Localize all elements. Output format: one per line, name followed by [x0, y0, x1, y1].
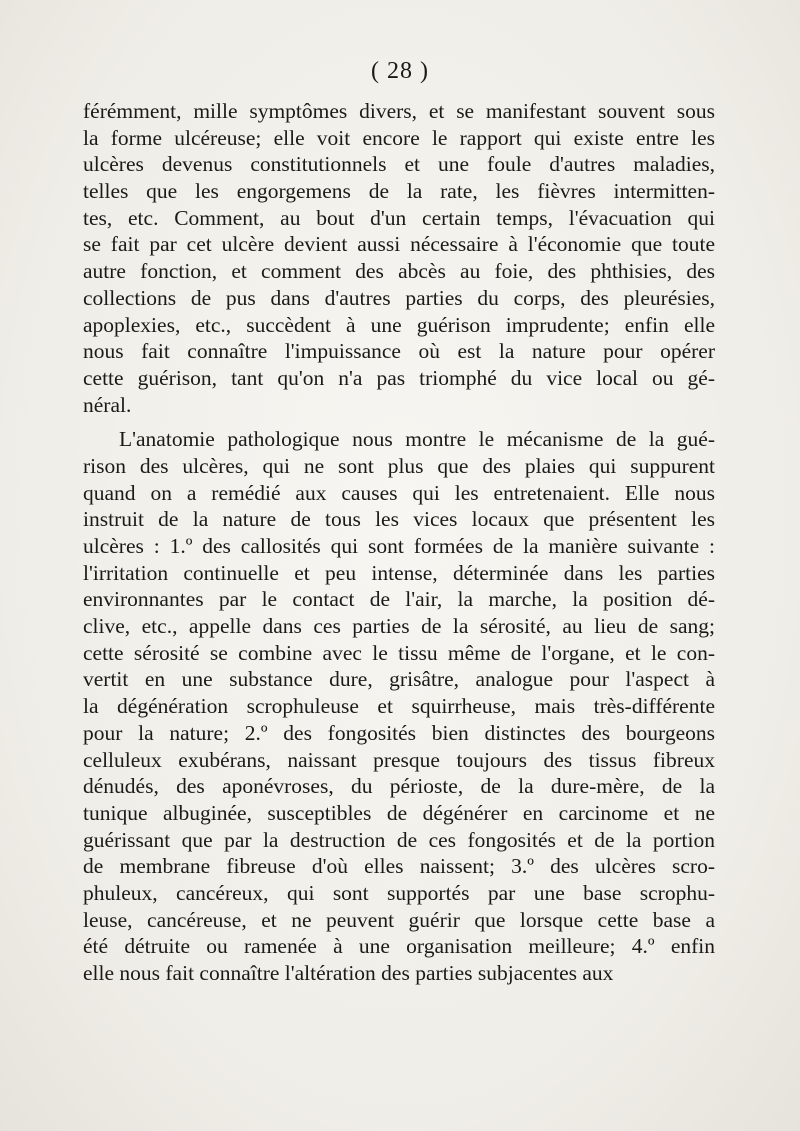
paragraph-gap — [83, 418, 715, 426]
text-line: collections de pus dans d'autres parties du corps, des pleurésies, — [83, 285, 715, 310]
text-line: de membrane fibreuse d'où elles naissent; 3.º des ulcères scro- — [83, 854, 715, 879]
text-line: ulcères devenus constitutionnels et une foule d'autres maladies, — [83, 152, 715, 177]
text-line: environnantes par le contact de l'air, la marche, la position dé- — [83, 587, 715, 612]
text-line: vertit en une substance dure, grisâtre, analogue pour l'aspect à — [83, 667, 715, 692]
text-line: nous fait connaître l'impuissance où est la nature pour opérer — [83, 339, 715, 364]
text-line: autre fonction, et comment des abcès au foie, des phthisies, des — [83, 259, 715, 284]
text-line: telles que les engorgemens de la rate, les fièvres intermitten- — [83, 179, 715, 204]
body-text — [83, 98, 715, 987]
text-line: guérissant que par la destruction de ces fongosités et de la portion — [83, 827, 715, 852]
text-line: été détruite ou ramenée à une organisation meilleure; 4.º enfin — [83, 934, 715, 959]
text-line: rison des ulcères, qui ne sont plus que des plaies qui suppurent — [83, 453, 715, 478]
text-line: l'irritation continuelle et peu intense, déterminée dans les parties — [83, 560, 715, 585]
text-line: leuse, cancéreuse, et ne peuvent guérir que lorsque cette base a — [83, 907, 715, 932]
text-line: quand on a remédié aux causes qui les entretenaient. Elle nous — [83, 480, 715, 505]
paragraph — [83, 98, 715, 418]
text-line: elle nous fait connaître l'altération des parties subjacentes aux — [83, 961, 614, 985]
text-line: phuleux, cancéreux, qui sont supportés par une base scrophu- — [83, 880, 715, 905]
text-line: celluleux exubérans, naissant presque toujours des tissus fibreux — [83, 747, 715, 772]
text-line: la dégénération scrophuleuse et squirrheuse, mais très-différente — [83, 694, 715, 719]
text-line: ulcères : 1.º des callosités qui sont formées de la manière suivante : — [83, 534, 715, 558]
text-line: tunique albuginée, susceptibles de dégénérer en carcinome et ne — [83, 800, 715, 825]
text-line: apoplexies, etc., succèdent à une guérison imprudente; enfin elle — [83, 312, 715, 337]
text-line: L'anatomie pathologique nous montre le mécanisme de la gué- — [119, 427, 715, 452]
text-line: férémment, mille symptômes divers, et se manifestant souvent sous — [83, 99, 715, 123]
text-line: tes, etc. Comment, au bout d'un certain temps, l'évacuation qui — [83, 205, 715, 230]
paragraph — [83, 426, 715, 986]
text-line: néral. — [83, 392, 132, 417]
text-line: la forme ulcéreuse; elle voit encore le rapport qui existe entre les — [83, 125, 715, 150]
text-line: dénudés, des aponévroses, du périoste, de la dure-mère, de la — [83, 774, 715, 799]
text-line: clive, etc., appelle dans ces parties de la sérosité, au lieu de sang; — [83, 614, 715, 639]
page-number: ( 28 ) — [371, 58, 429, 84]
text-line: cette sérosité se combine avec le tissu même de l'organe, et le con- — [83, 640, 715, 665]
text-line: instruit de la nature de tous les vices locaux que présentent les — [83, 507, 715, 532]
text-line: cette guérison, tant qu'on n'a pas triomphé du vice local ou gé- — [83, 365, 715, 390]
text-line: se fait par cet ulcère devient aussi nécessaire à l'économie que toute — [83, 232, 715, 257]
text-line: pour la nature; 2.º des fongosités bien distinctes des bourgeons — [83, 720, 715, 745]
